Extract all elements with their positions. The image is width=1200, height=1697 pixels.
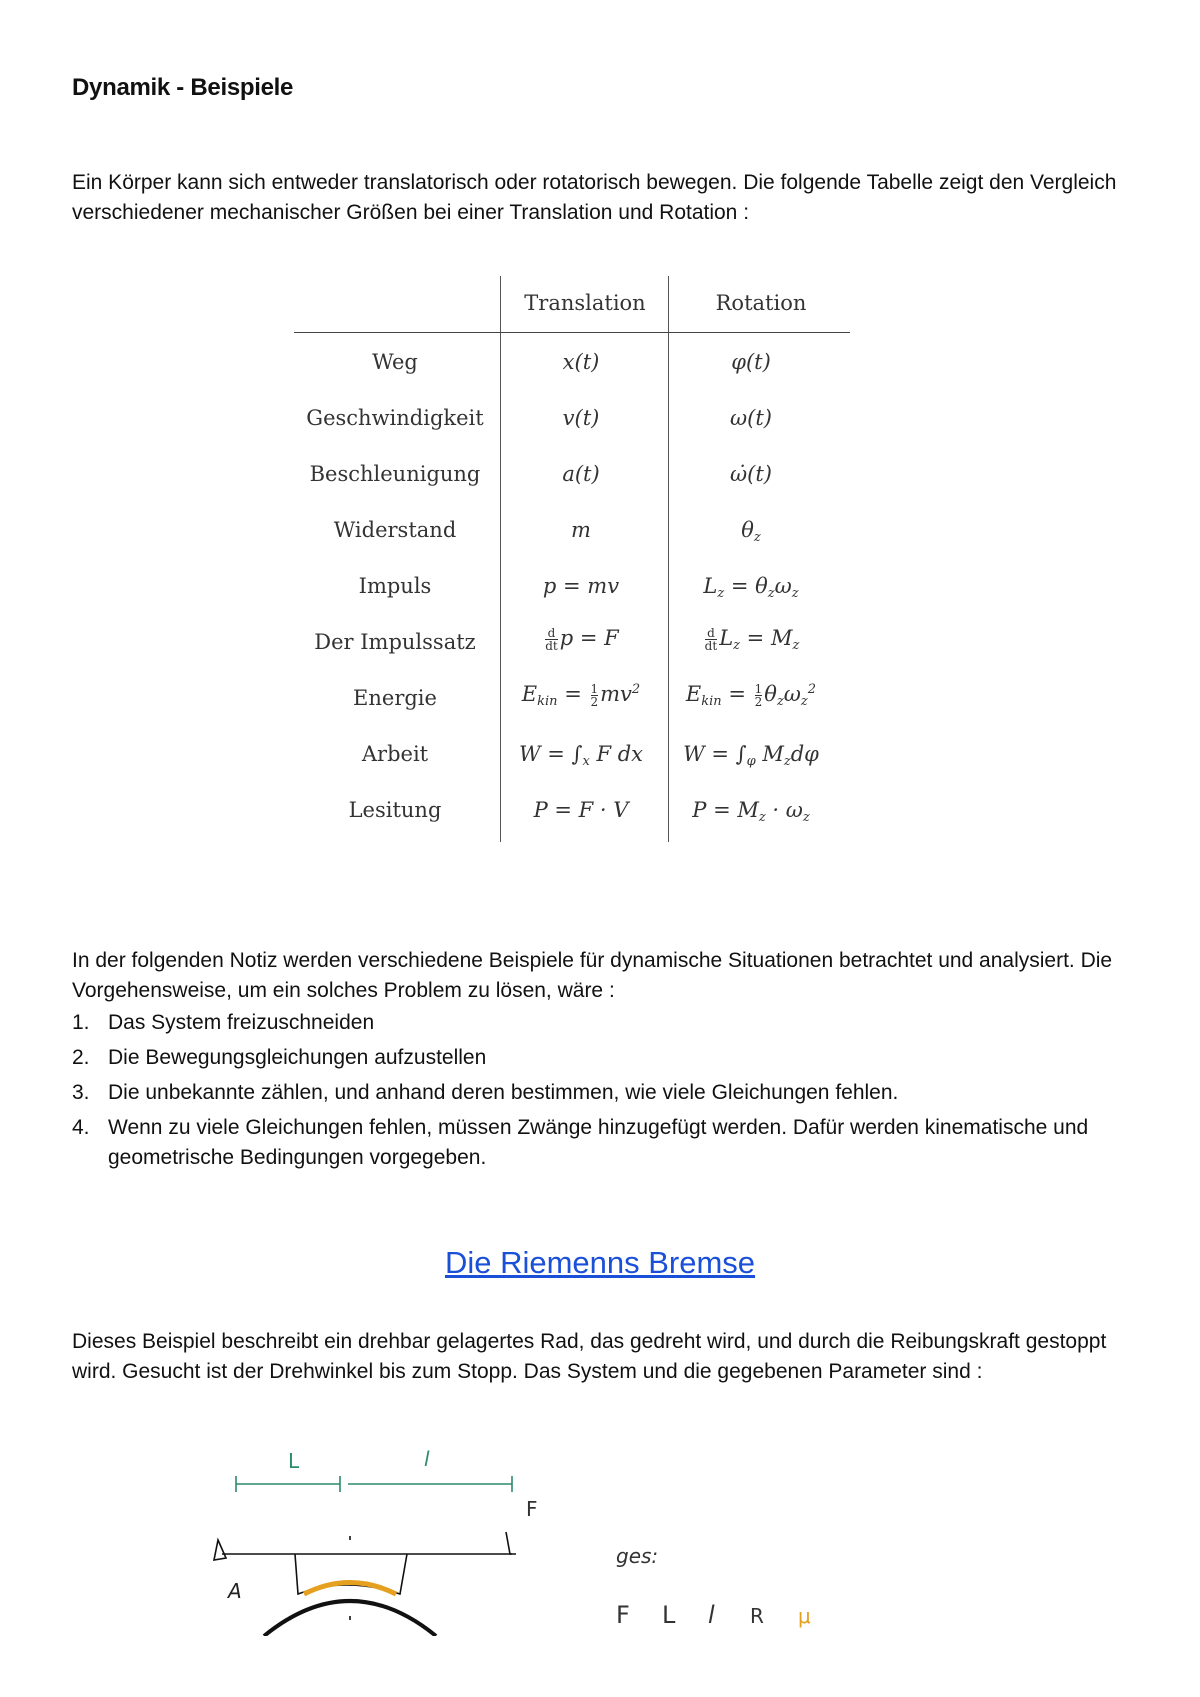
pivot-support-icon [214,1540,226,1560]
cell-weg-rotation: φ(t) [731,350,771,374]
list-item [72,1078,1112,1108]
force-arrow-icon [506,1532,516,1554]
table-header-rule [294,332,850,333]
cell-geschwindigkeit-rotation: ω(t) [730,406,772,430]
list-item [72,1008,1112,1038]
force-label: F [526,1497,538,1521]
row-label-widerstand: Widerstand [333,518,457,542]
procedure-steps [72,1008,1112,1178]
param-F: F [616,1601,630,1629]
cell-impulssatz-rotation: $\frac{d}{dt}$ $L_z = M_z$ [704,626,800,653]
list-number: 2. [72,1046,90,1069]
list-number: 1. [72,1011,90,1034]
list-item [72,1113,1112,1173]
list-text: Die unbekannte zählen, und anhand deren bestimmen, wie viele Gleichungen fehlen. [108,1081,899,1104]
list-text: Das System freizuschneiden [108,1011,375,1034]
cell-energie-translation: $E_{kin}$ = $\frac{1}{2}$ $mv^2$ [521,682,641,709]
cell-energie-rotation: $E_{kin}$ = $\frac{1}{2}$ $\theta_z\omega_z^2$ [685,682,817,709]
row-label-impuls: Impuls [358,574,432,598]
param-L: L [662,1601,676,1629]
cell-impulssatz-translation: $\frac{d}{dt}$ p = F [545,626,619,653]
intro-paragraph: Ein Körper kann sich entweder translatorisch oder rotatorisch bewegen. Die folgende Tabelle zeigt den Vergleich verschiedener mechanischer Größen bei einer Translation und Rotation : [72,171,1117,224]
list-text: Die Bewegungsgleichungen aufzustellen [108,1046,487,1069]
section-paragraph: Dieses Beispiel beschreibt ein drehbar gelagertes Rad, das gedreht wird, und durch die Reibungskraft gestoppt wird. Gesucht ist der Drehwinkel bis zum Stopp. Das System und die gegebenen Parameter sind : [72,1330,1107,1383]
list-item [72,1043,1112,1073]
dimension-lines [236,1476,512,1492]
list-text: Wenn zu viele Gleichungen fehlen, müssen Zwänge hinzugefügt werden. Dafür werden kinematische und geometrische Bedingungen vorgegeben. [108,1116,1089,1169]
section-title-link[interactable]: Die Riemenns Bremse [444,1245,756,1280]
cell-beschleunigung-rotation: ω̇(t) [730,462,772,486]
cell-widerstand-translation: m [571,518,591,542]
procedure-paragraph: In der folgenden Notiz werden verschiedene Beispiele für dynamische Situationen betrachtet und analysiert. Die Vorgehensweise, um ein solches Problem zu lösen, wäre : [72,949,1113,1002]
cell-arbeit-rotation: $W = \int_\varphi$ $M_zd\varphi$ [683,742,819,769]
row-label-leistung: Lesitung [348,798,442,822]
cell-impuls-translation: p = mv [542,574,620,598]
belt-brake-sketch [200,1436,560,1636]
cell-geschwindigkeit-translation: v(t) [562,406,600,430]
friction-band [304,1583,396,1595]
param-l: l [708,1601,715,1629]
dimension-label-l: l [424,1447,430,1471]
param-R: R [750,1604,764,1628]
notes-given-label: ges: [616,1545,659,1568]
list-number: 4. [72,1116,90,1139]
page-title: Dynamik - Beispiele [72,74,294,101]
row-label-beschleunigung: Beschleunigung [309,462,481,486]
cell-widerstand-rotation: $\theta_z$ [741,518,761,545]
cell-weg-translation: x(t) [562,350,600,374]
row-label-arbeit: Arbeit [361,742,429,766]
list-number: 3. [72,1081,90,1104]
header-translation: Translation [524,291,646,315]
handwritten-notes [610,1545,1030,1645]
row-label-energie: Energie [353,686,437,710]
cell-beschleunigung-translation: a(t) [562,462,600,486]
cell-arbeit-translation: $W = \int_x$ F dx [518,742,644,769]
cell-leistung-rotation: $P = M_z \cdot \omega_z$ [692,798,810,825]
header-rotation: Rotation [715,291,807,315]
cell-impuls-rotation: $L_z = \theta_z\omega_z$ [703,574,799,601]
support-label: A [228,1579,242,1603]
dimension-label-L: L [288,1449,300,1473]
param-mu: μ [798,1604,811,1628]
cell-leistung-translation: P = F · V [533,798,629,822]
row-label-weg: Weg [372,350,418,374]
row-label-geschwindigkeit: Geschwindigkeit [306,406,484,430]
row-label-impulssatz: Der Impulssatz [314,630,476,654]
